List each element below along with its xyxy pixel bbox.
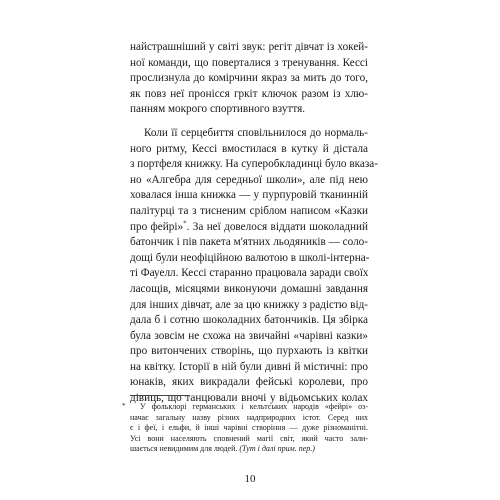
footnote-line: * У фольклорі германських і кельтських народів «фейрі» оз- xyxy=(122,402,368,411)
text-line: панням мокрого спортивного взуття. xyxy=(130,103,306,116)
footnote-line: начає загальну назву різних надприродних істот. Серед них xyxy=(130,412,368,422)
footnote-line: Усі вони населяють сповнений магії світ, який часто зали- xyxy=(130,433,368,443)
main-text xyxy=(130,40,378,407)
footnote-line: шається невидимим для людей. (Тут і далі прим. пер.) xyxy=(130,444,315,453)
text-line: но «Алгебра для середньої школи», але під нею xyxy=(130,173,368,186)
text-line: дівиць, що танцювали вночі у відьомських колах xyxy=(130,392,368,405)
footnote-divider xyxy=(130,395,190,396)
text-line xyxy=(130,220,368,236)
text-line: прослизнула до комірчини якраз за мить до того, xyxy=(130,72,368,85)
text-line: для інших дівчат, але за цю книжку з радістю від- xyxy=(130,298,368,311)
text-fragment: . За неї довелося віддати xyxy=(186,220,306,233)
text-line: юнаків, яких викрадали фейські королеви, про xyxy=(130,376,368,389)
text-line: про витончених створінь, що пурхають із квітки xyxy=(130,345,368,358)
text-line: дала б і сотню шоколадних батончиків. Ця збірка xyxy=(130,314,368,327)
footnote-marker: * xyxy=(122,402,126,410)
text-line: з портфеля книжку. На суперобкладинці було вказа- xyxy=(130,158,378,171)
text-line: батончик і пів пакета м'ятних льодяників — соло- xyxy=(130,236,368,249)
text-line: на квітку. Історії в ній були дивні й містичні: про xyxy=(130,360,368,373)
footnote-ref: * xyxy=(183,218,187,227)
paragraph-2 xyxy=(130,126,378,407)
text-fragment: шоколадний xyxy=(309,220,369,233)
text-line: ласощів, місяцями виконуючи домашні завдання xyxy=(130,282,368,295)
page-number: 10 xyxy=(244,473,256,485)
footnote xyxy=(122,402,368,455)
text-line: ного ритму, Кессі вмостилася в кутку й дістала xyxy=(130,142,368,155)
text-line: Коли її серцебиття сповільнилося до нормаль- xyxy=(144,126,368,139)
text-line: ної команди, що поверталися з тренування. Кессі xyxy=(130,56,368,69)
translator-note: (Тут і далі прим. пер.) xyxy=(239,444,315,453)
text-line: була зовсім не схожа на звичайні «чарівні казки» xyxy=(130,329,368,342)
text-fragment: про фейрі» xyxy=(130,220,184,233)
text-line: як повз неї пронісся гркіт ключок разом із хлю- xyxy=(130,87,368,100)
text-line: ті Фауелл. Кессі старанно працювала заради своїх xyxy=(130,267,369,280)
text-line: дощі були неофіційною валютою в школі-інтерна- xyxy=(130,251,370,264)
text-line: ховалася інша книжка — у пурпуровій тканинній xyxy=(130,189,368,202)
text-line: палітурці та з тисненим сріблом написом «Казки xyxy=(130,204,368,217)
paragraph-1 xyxy=(130,40,368,118)
text-line: найстрашніший у світі звук: регіт дівчат із хокей- xyxy=(130,41,368,53)
footnote-line: є і феї, і ельфи, й інші чарівні створіння — дуже різноманітні. xyxy=(130,423,368,432)
